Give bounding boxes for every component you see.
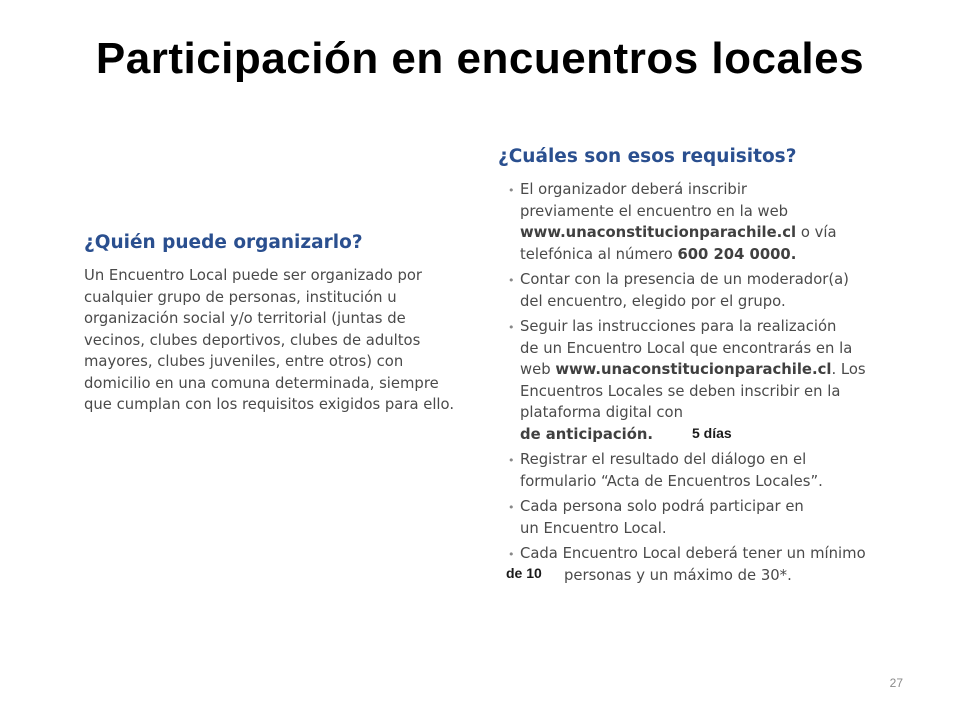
bullet-line <box>520 222 878 244</box>
body-line: cualquier grupo de personas, institución u <box>84 288 397 306</box>
bullet-line: formulario “Acta de Encuentros Locales”. <box>520 472 823 490</box>
bullet-line: previamente el encuentro en la web <box>520 202 789 220</box>
body-line: organización social y/o territorial (juntas de <box>84 310 406 327</box>
bullet-text: web <box>520 361 556 378</box>
bullet-icon: • <box>508 548 515 561</box>
body-line: mayores, clubes juveniles, entre otros) con <box>84 353 404 370</box>
body-line: Un Encuentro Local puede ser organizado por <box>84 267 423 284</box>
bullet-line: Cada persona solo podrá participar en <box>520 498 804 515</box>
bullet-line: Registrar el resultado del diálogo en el <box>520 451 807 468</box>
days-overlay-label: 5 días <box>692 425 732 441</box>
bullet-line: El organizador deberá inscribir <box>520 181 748 198</box>
minimum-overlay-label: de 10 <box>506 565 542 581</box>
bullet-line: Cada Encuentro Local deberá tener un mínimo <box>520 545 866 562</box>
list-item <box>498 449 878 492</box>
website-link[interactable]: www.unaconstitucionparachile.cl <box>555 361 832 378</box>
bullet-line: personas y un máximo de 30*. <box>564 566 792 584</box>
body-line: que cumplan con los requisitos exigidos para ello. <box>84 396 455 413</box>
bullet-text: . Los <box>831 361 866 378</box>
list-item <box>498 269 878 312</box>
bullet-icon: • <box>508 184 515 197</box>
list-item <box>498 179 878 265</box>
who-can-organize-heading: ¿Quién puede organizarlo? <box>84 232 363 253</box>
list-item <box>498 496 878 539</box>
list-item <box>498 316 878 445</box>
body-line: domicilio en una comuna determinada, siempre <box>84 374 439 392</box>
bullet-text: telefónica al número <box>520 245 678 263</box>
bullet-icon: • <box>508 274 515 287</box>
who-can-organize-body <box>84 265 464 416</box>
bullet-line: Seguir las instrucciones para la realización <box>520 318 837 335</box>
bullet-line: del encuentro, elegido por el grupo. <box>520 292 786 310</box>
bullet-line <box>520 402 878 424</box>
bullet-line: de un Encuentro Local que encontrarás en la <box>520 339 853 357</box>
who-can-organize-section <box>84 232 464 416</box>
requirements-section <box>498 146 878 590</box>
bullet-icon: • <box>508 321 515 334</box>
website-link[interactable]: www.unaconstitucionparachile.cl <box>520 224 797 241</box>
bullet-line: un Encuentro Local. <box>520 519 667 537</box>
bullet-line <box>520 359 878 381</box>
bullet-line <box>520 244 878 266</box>
bullet-line: de anticipación. <box>520 425 654 443</box>
requirements-heading: ¿Cuáles son esos requisitos? <box>498 146 797 167</box>
requirements-list <box>498 179 878 586</box>
phone-number: 600 204 0000. <box>677 245 797 263</box>
bullet-icon: • <box>508 501 515 514</box>
list-item <box>498 543 878 586</box>
bullet-icon: • <box>508 454 515 467</box>
bullet-line: Encuentros Locales se deben inscribir en la <box>520 382 841 400</box>
body-line: vecinos, clubes deportivos, clubes de adultos <box>84 331 421 349</box>
bullet-text: o vía <box>796 224 837 241</box>
bullet-line: Contar con la presencia de un moderador(a) <box>520 271 849 288</box>
slide-title: Participación en encuentros locales <box>95 34 865 83</box>
bullet-text: plataforma digital con <box>520 404 683 421</box>
page-number: 27 <box>889 676 903 690</box>
